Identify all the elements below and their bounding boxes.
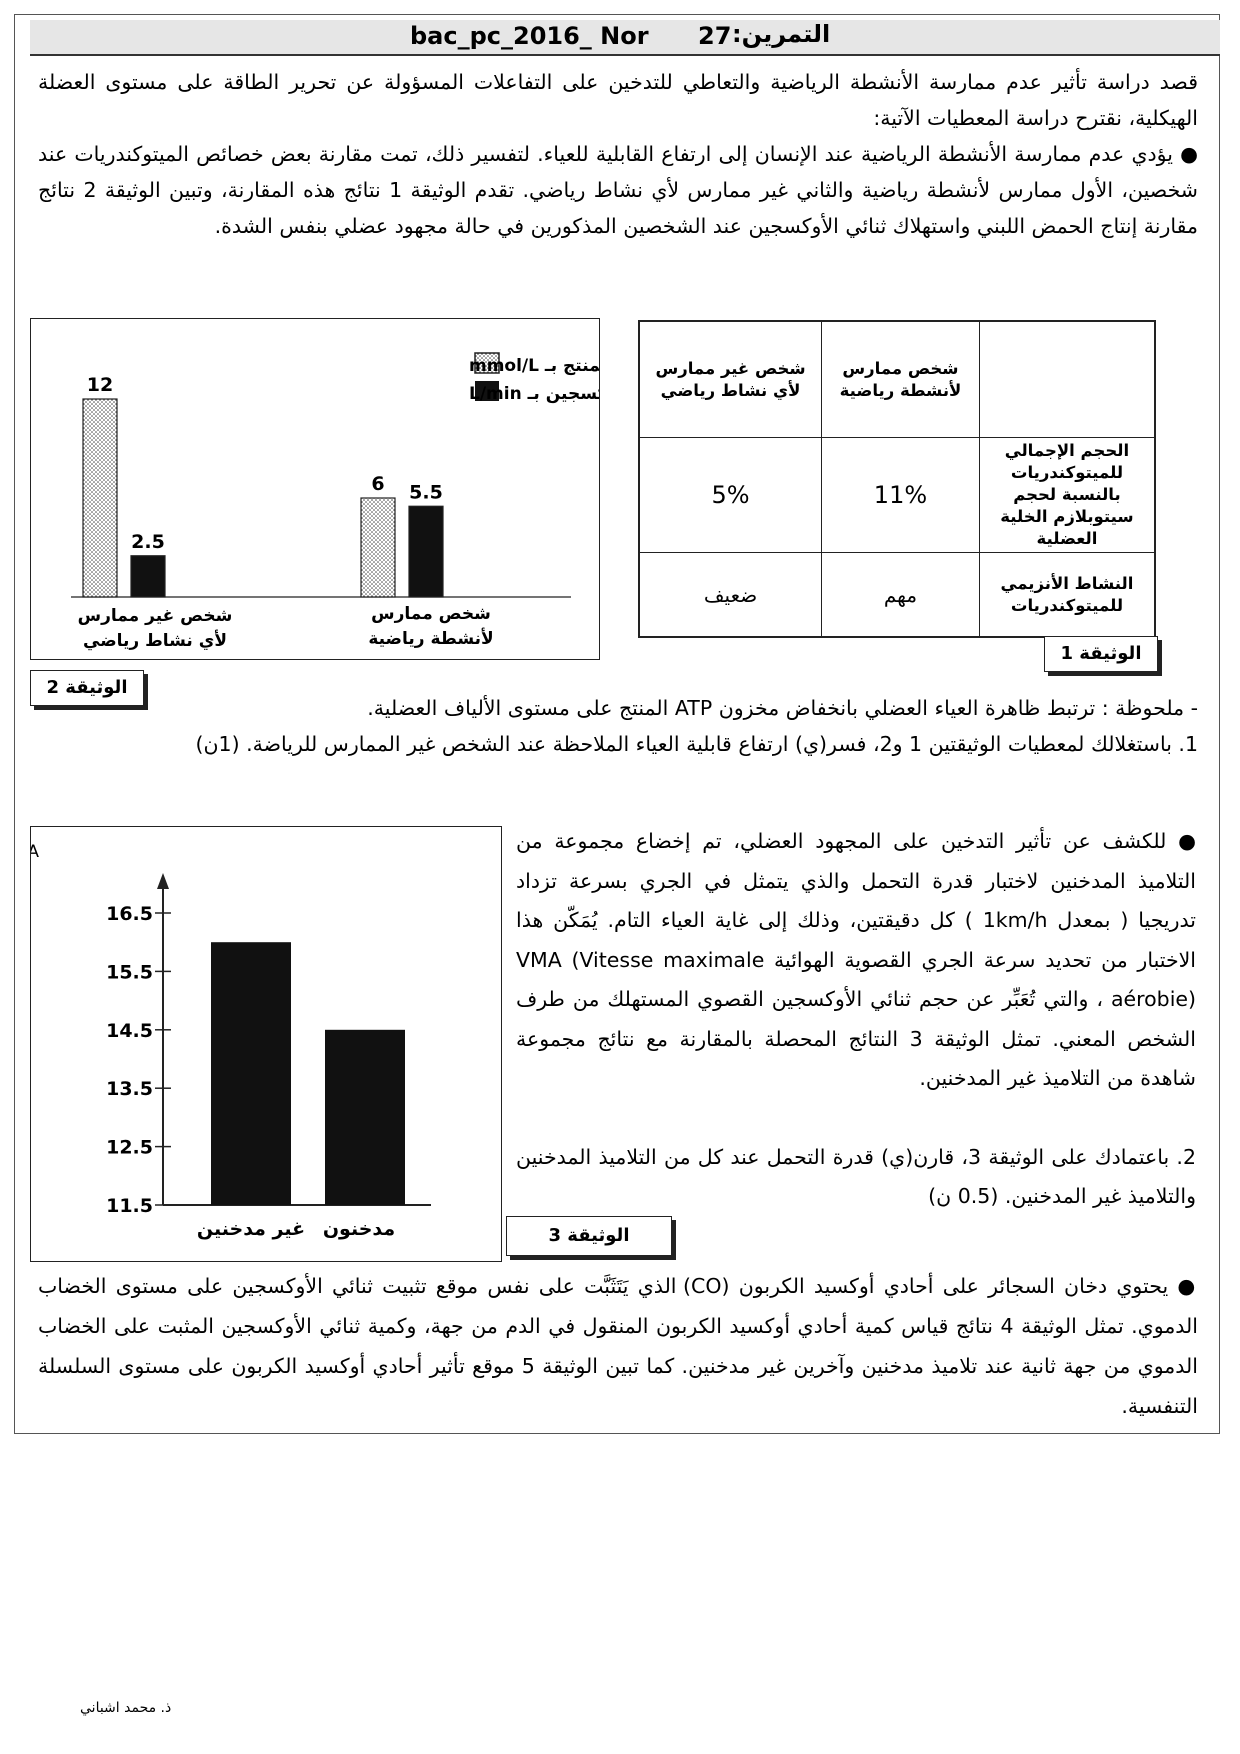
doc3-ylabel: A xyxy=(31,842,39,862)
document-2-chart xyxy=(30,318,600,660)
doc1-row1-active: 11% xyxy=(822,438,980,553)
group-active-label-1: شخص ممارس xyxy=(371,604,491,624)
bar-inactive-oxygen xyxy=(131,556,165,597)
note-paragraph: - ملحوظة : ترتبط ظاهرة العياء العضلي بانخفاض مخزون ATP المنتج على مستوى الألياف العضلية. xyxy=(367,696,1198,720)
group-inactive-label-2: لأي نشاط رياضي xyxy=(83,631,227,651)
doc2-svg xyxy=(31,319,599,659)
doc1-corner xyxy=(979,322,1154,438)
ytick-label: 15.5 xyxy=(106,961,153,984)
doc3-xlabel-smokers: مدخنون xyxy=(322,1218,396,1240)
ytick-label: 11.5 xyxy=(106,1195,153,1217)
doc2-tag: الوثيقة 2 xyxy=(30,670,144,706)
doc3-y-arrow xyxy=(157,873,169,889)
exercise-label: التمرين: xyxy=(732,20,831,48)
value-label-active-lactic: 6 xyxy=(371,473,385,495)
question-2: 2. باعتمادك على الوثيقة 3، قارن(ي) قدرة التحمل عند كل من التلاميذ المدخنين والتلاميذ غير المدخنين. (0.5 ن) xyxy=(516,1145,1196,1208)
doc1-row1-label: الحجم الإجمالي للميتوكندريات بالنسبة لحجم سيتوبلازم الخلية العضلية xyxy=(979,438,1154,553)
doc3-svg xyxy=(31,827,501,1261)
bar-inactive-lactic xyxy=(83,399,117,597)
ytick-label: 13.5 xyxy=(106,1078,153,1101)
doc1-row2-active: مهم xyxy=(822,553,980,637)
doc1-row1-inactive: 5% xyxy=(640,438,822,553)
bar-active-lactic xyxy=(361,498,395,597)
ytick-label: 12.5 xyxy=(106,1136,153,1159)
doc3-tag: الوثيقة 3 xyxy=(506,1216,672,1256)
doc1-row2-label: النشاط الأنزيمي للميتوكندريات xyxy=(979,553,1154,637)
author-footer: ذ. محمد اشباني xyxy=(80,1700,172,1716)
ytick-label: 14.5 xyxy=(106,1019,153,1042)
doc1-col-active: شخص ممارس لأنشطة رياضية xyxy=(822,322,980,438)
value-label-inactive-oxygen: 2.5 xyxy=(131,530,165,553)
group-active-label-2: لأنشطة رياضية xyxy=(368,629,494,649)
document-3-chart xyxy=(30,826,502,1262)
question-1: 1. باستغلالك لمعطيات الوثيقتين 1 و2، فسر(ي) ارتفاع قابلية العياء الملاحظة عند الشخص غير الممارس للرياضة. (1ن) xyxy=(195,732,1198,756)
bar-nonsmokers xyxy=(211,942,291,1205)
exercise-number: 27 xyxy=(698,22,732,50)
value-label-active-oxygen: 5.5 xyxy=(409,481,443,504)
legend-lactic: منتج بـ mmol/L xyxy=(469,356,599,376)
value-label-inactive-lactic: 12 xyxy=(86,374,114,396)
intro-paragraph: قصد دراسة تأثير عدم ممارسة الأنشطة الرياضية والتعاطي للتدخين على التفاعلات المسؤولة عن تحرير الطاقة على مستوى العضلة الهيكلية، نقترح دراسة المعطيات الآتية: xyxy=(38,70,1198,130)
ytick-label: 16.5 xyxy=(106,903,153,925)
bar-smokers xyxy=(325,1030,405,1205)
doc1-tag: الوثيقة 1 xyxy=(1044,636,1158,672)
point2-paragraph: ● للكشف عن تأثير التدخين على المجهود العضلي، تم إخضاع مجموعة من التلاميذ المدخنين لاختبار قدرة التحمل والذي يتمثل في الجري بسرعة تزداد تدريجيا ( بمعدل 1km/h ) كل دقيقتين، وذلك إلى غاية العياء التام. يُمَكّن هذا الاختبار من تحديد سرعة الجري القصوية الهوائية VMA (Vitesse maximale aérobie) ، والتي تُعَبِّر عن حجم ثنائي الأوكسجين القصوي المستهلك من طرف الشخص المعني. تمثل الوثيقة 3 النتائج المحصلة بالمقارنة مع نتائج مجموعة شاهدة من التلاميذ غير المدخنين. xyxy=(516,829,1196,1090)
point1-paragraph: ● يؤدي عدم ممارسة الأنشطة الرياضية عند الإنسان إلى ارتفاع القابلية للعياء. لتفسير ذلك، تمت مقارنة بعض خصائص الميتوكندريات عند شخصين، الأول ممارس لأنشطة رياضية والثاني غير ممارس لأي نشاط رياضي. تقدم الوثيقة 1 نتائج هذه المقارنة، وتبين الوثيقة 2 نتائج مقارنة إنتاج الحمض اللبني واستهلاك ثنائي الأوكسجين عند الشخصين المذكورين في حالة مجهود عضلي بنفس الشدة. xyxy=(38,142,1198,238)
exam-code: bac_pc_2016_ Nor xyxy=(410,22,649,50)
document-1-table xyxy=(638,320,1156,638)
doc1-row2-inactive: ضعيف xyxy=(640,553,822,637)
doc1-col-inactive: شخص غير ممارس لأي نشاط رياضي xyxy=(640,322,822,438)
point3-paragraph: ● يحتوي دخان السجائر على أحادي أوكسيد الكربون (CO) الذي يَتَثَبَّت على نفس موقع تثبيت ثنائي الأوكسجين على مستوى الخضاب الدموي. تمثل الوثيقة 4 نتائج قياس كمية أحادي أوكسيد الكربون المنقول في الدم من جهة، وكمية ثنائي الأوكسجين المثبت على الخضاب الدموي من جهة ثانية عند تلاميذ مدخنين وآخرين غير مدخنين. كما تبين الوثيقة 5 موقع تأثير أحادي أوكسيد الكربون على مستوى السلسلة التنفسية. xyxy=(38,1274,1199,1418)
legend-oxygen: سجين بـ L/min xyxy=(469,384,598,404)
bar-active-oxygen xyxy=(409,506,443,597)
group-inactive-label-1: شخص غير ممارس xyxy=(77,606,233,626)
doc3-xlabel-nonsmokers: غير مدخنين xyxy=(196,1218,306,1240)
